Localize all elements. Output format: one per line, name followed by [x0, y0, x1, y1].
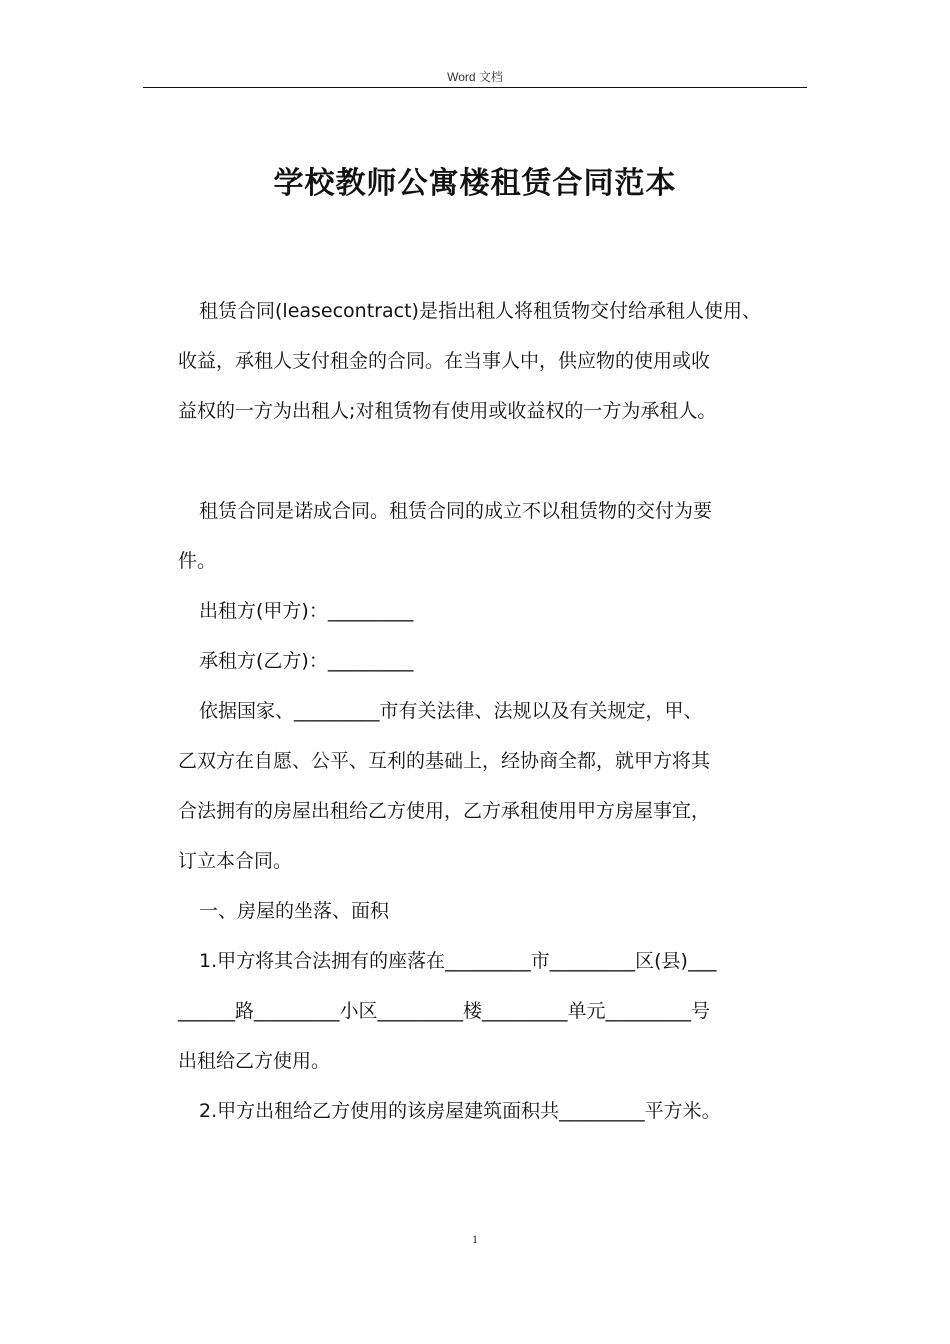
intro-paragraph-line: 益权的一方为出租人;对租赁物有使用或收益权的一方为承租人。	[178, 400, 717, 422]
clause-item-line: ______路_________小区_________楼_________单元_________号	[178, 1000, 711, 1022]
section-heading: 一、房屋的坐落、面积	[199, 900, 390, 922]
clause-item-line: 1.甲方将其合法拥有的座落在_________市_________区(县)___	[199, 950, 717, 972]
page-header: Word 文档	[447, 70, 503, 84]
lessor-line: 出租方(甲方)：_________	[199, 600, 414, 622]
basis-paragraph-line: 订立本合同。	[178, 850, 293, 872]
intro-paragraph-line: 收益，承租人支付租金的合同。在当事人中，供应物的使用或收	[178, 350, 711, 372]
contract-nature-line: 件。	[178, 550, 217, 572]
header-divider	[143, 87, 807, 88]
document-title: 学校教师公寓楼租赁合同范本	[273, 166, 677, 201]
paragraph-gap	[178, 436, 818, 486]
lessee-line: 承租方(乙方)：_________	[199, 650, 414, 672]
clause-item-line: 出租给乙方使用。	[178, 1050, 331, 1072]
document-body	[178, 286, 818, 1136]
basis-paragraph-line: 合法拥有的房屋出租给乙方使用，乙方承租使用甲方房屋事宜，	[178, 800, 711, 822]
basis-paragraph-line: 依据国家、_________市有关法律、法规以及有关规定，甲、	[199, 700, 703, 722]
basis-paragraph-line: 乙双方在自愿、公平、互利的基础上，经协商全都，就甲方将其	[178, 750, 711, 772]
clause-item-line: 2.甲方出租给乙方使用的该房屋建筑面积共_________平方米。	[199, 1100, 721, 1122]
intro-paragraph-line: 租赁合同(leasecontract)是指出租人将租赁物交付给承租人使用、	[199, 300, 761, 322]
page-number: 1	[472, 1232, 478, 1246]
contract-nature-line: 租赁合同是诺成合同。租赁合同的成立不以租赁物的交付为要	[199, 500, 713, 522]
